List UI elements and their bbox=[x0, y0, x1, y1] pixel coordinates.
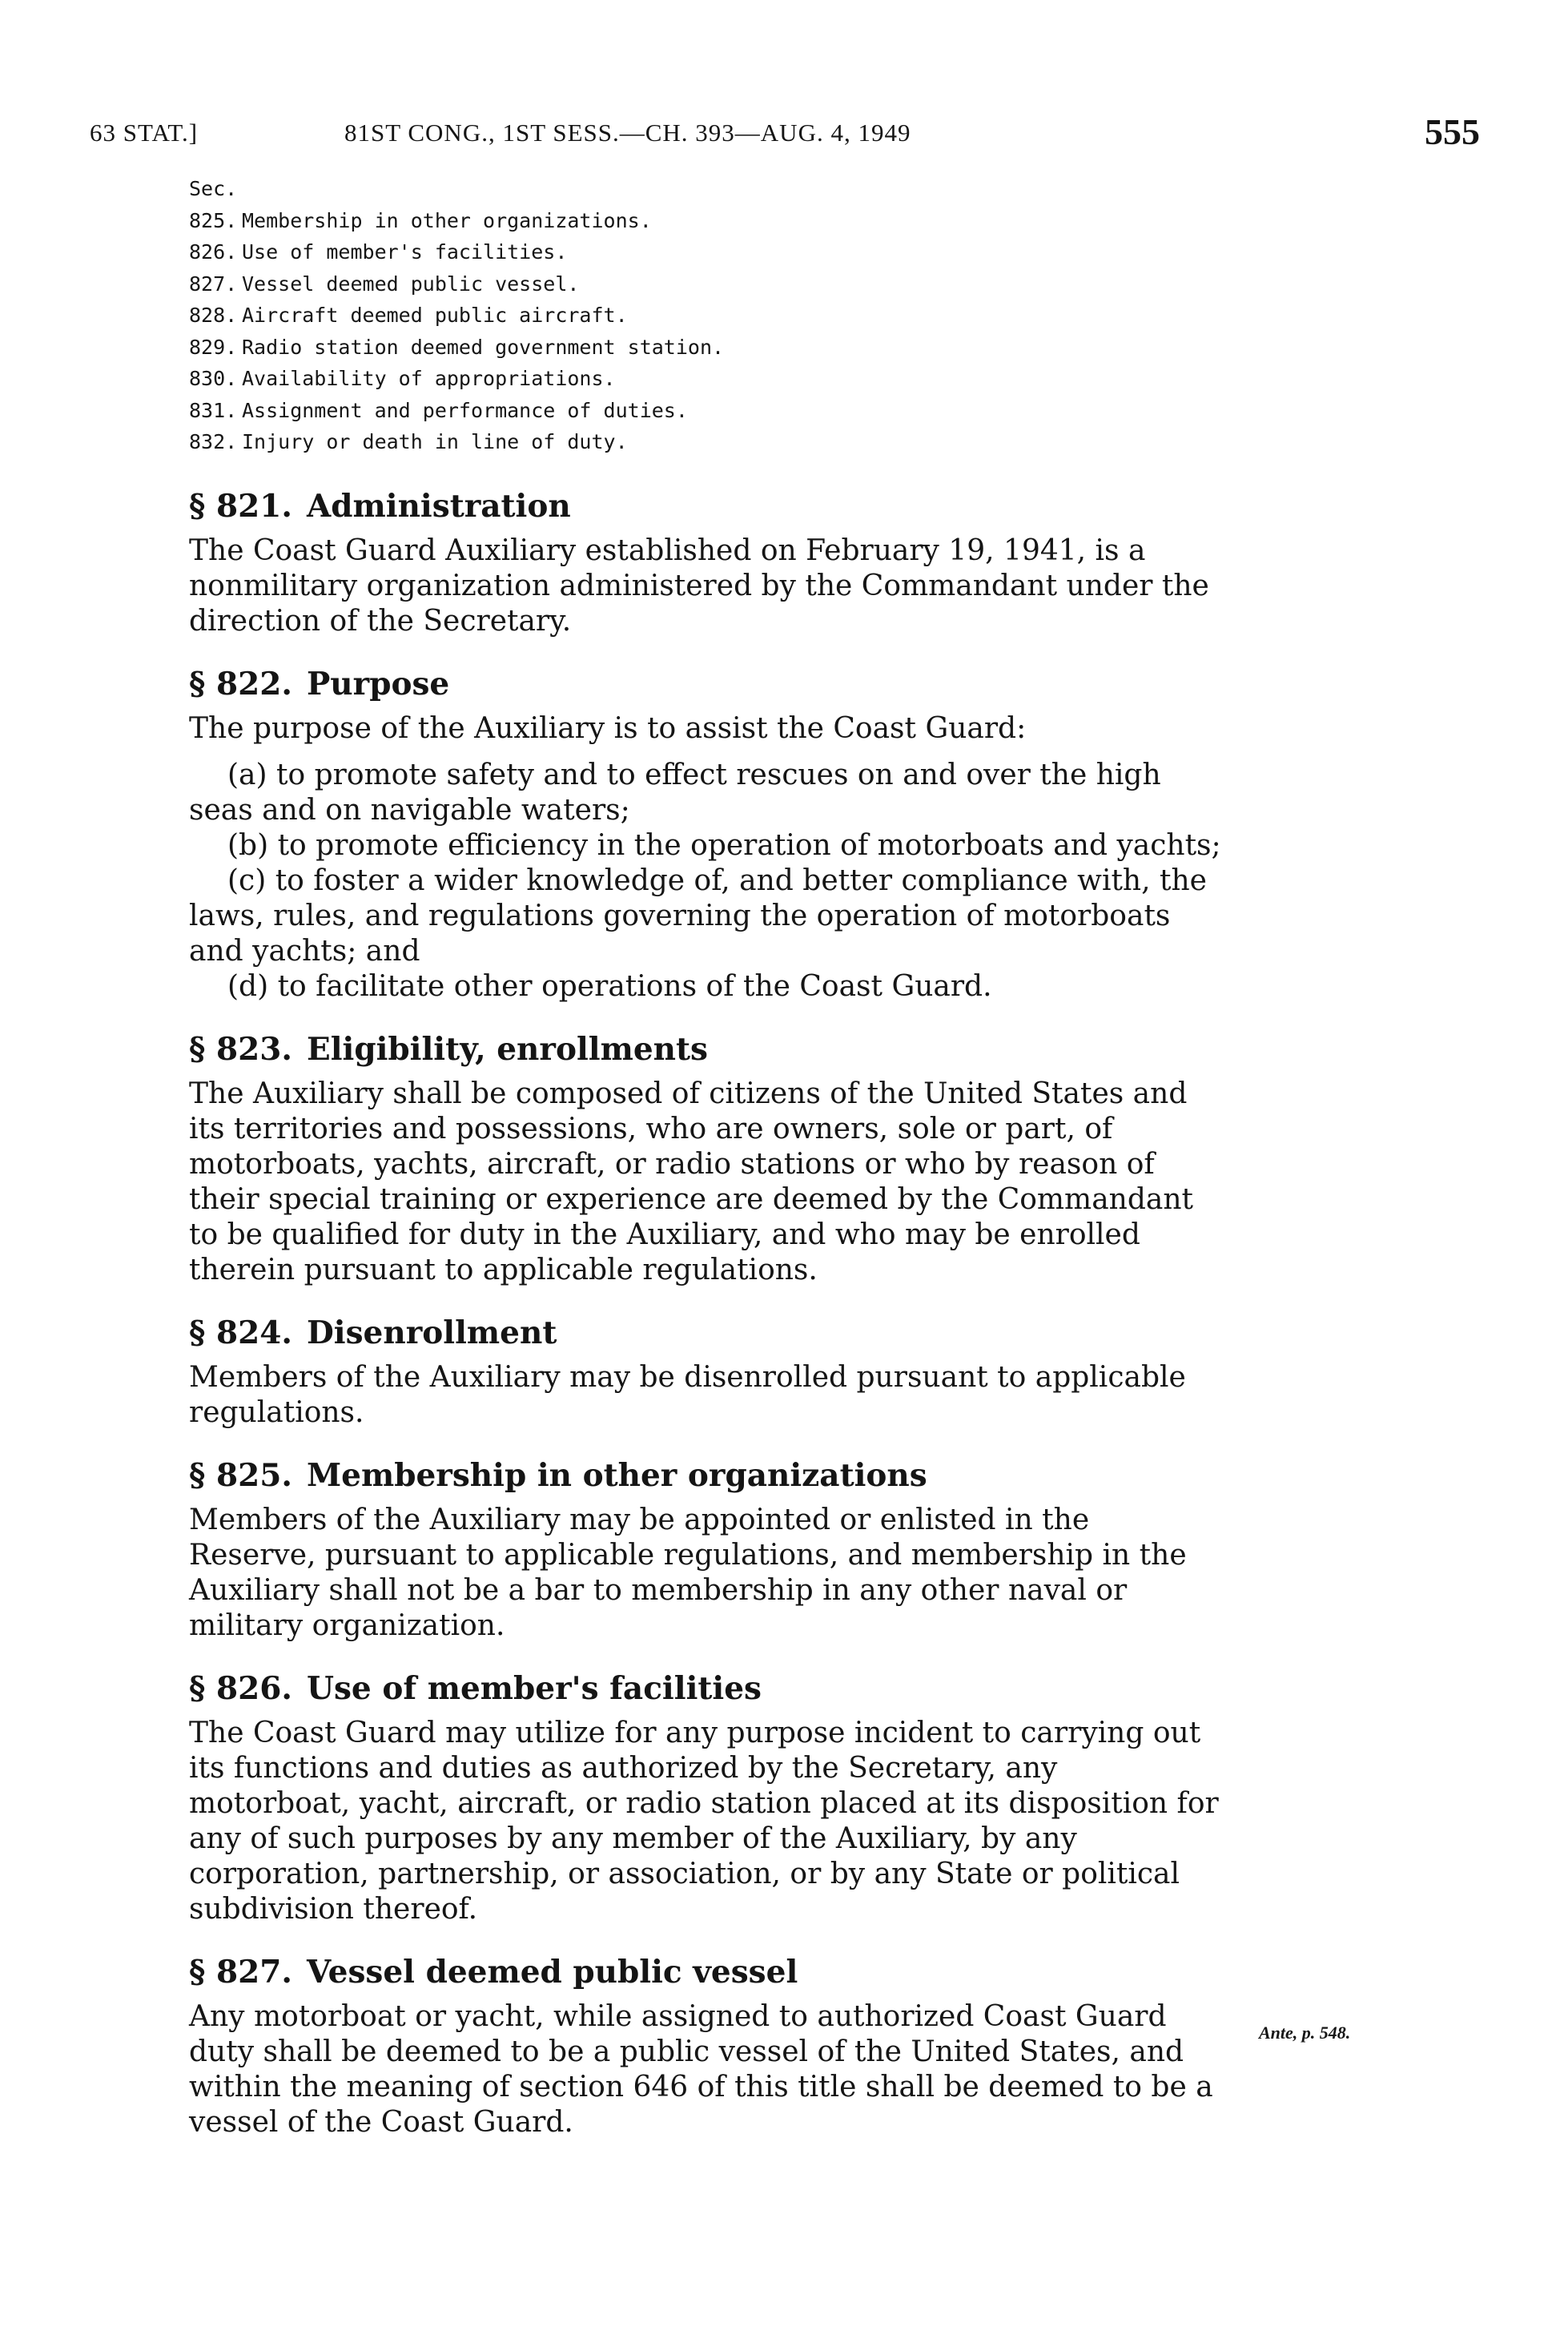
purpose-item-b: (b) to promote efficiency in the operation of motorboats and yachts; bbox=[227, 829, 1221, 862]
section-list-number: 829. bbox=[189, 335, 238, 359]
section-827 bbox=[189, 1951, 1222, 2140]
section-heading bbox=[189, 1951, 1222, 1993]
margin-citation: Ante, p. 548. bbox=[1259, 2023, 1351, 2043]
section-list-item bbox=[189, 268, 1070, 300]
section-list-item bbox=[189, 395, 1070, 427]
section-title: Membership in other organizations bbox=[306, 1457, 927, 1494]
section-heading bbox=[189, 485, 1222, 527]
section-list-number: 828. bbox=[189, 304, 238, 327]
section-list-number: 830. bbox=[189, 367, 238, 390]
section-list-number: 826. bbox=[189, 240, 238, 264]
section-list-item bbox=[189, 332, 1070, 364]
section-symbol: § 823. bbox=[189, 1031, 292, 1068]
section-text: Members of the Auxiliary may be appointed or enlisted in the Reserve, pursuant to applicable regulations, and membership in the Auxiliary shall not be a bar to membership in any other naval or military organization. bbox=[189, 1504, 1187, 1642]
section-heading bbox=[189, 1312, 1222, 1354]
section-list-number: 827. bbox=[189, 272, 238, 296]
section-list-number: 832. bbox=[189, 430, 238, 453]
section-822 bbox=[189, 663, 1222, 1004]
section-list-title: Aircraft deemed public aircraft. bbox=[242, 304, 628, 327]
section-text: Members of the Auxiliary may be disenrolled pursuant to applicable regulations. bbox=[189, 1361, 1186, 1429]
section-heading bbox=[189, 663, 1222, 705]
running-head bbox=[90, 111, 1480, 159]
section-list-title: Use of member's facilities. bbox=[242, 240, 568, 264]
section-list-title: Assignment and performance of duties. bbox=[242, 398, 688, 422]
statute-volume: 63 STAT.] bbox=[90, 119, 199, 147]
purpose-item-c: (c) to foster a wider knowledge of, and better compliance with, the laws, rules, and regulations governing the operation of motorboats and yachts; and bbox=[189, 864, 1207, 968]
section-heading bbox=[189, 1668, 1222, 1709]
section-list bbox=[189, 173, 1070, 458]
statute-body bbox=[189, 485, 1222, 2140]
section-title: Eligibility, enrollments bbox=[306, 1031, 708, 1068]
section-text: The Auxiliary shall be composed of citizens of the United States and its territories and possessions, who are owners, sole or part, of motorboats, yachts, aircraft, or radio stations or who by reason of their special training or experience are deemed by the Commandant to be qualified for duty in the Auxiliary, and who may be enrolled therein pursuant to applicable regulations. bbox=[189, 1077, 1194, 1286]
section-list-item bbox=[189, 236, 1070, 268]
section-825 bbox=[189, 1455, 1222, 1644]
section-list-label: Sec. bbox=[189, 177, 238, 200]
section-list-number: 831. bbox=[189, 398, 238, 422]
section-list-title: Availability of appropriations. bbox=[242, 367, 616, 390]
section-text: Any motorboat or yacht, while assigned to authorized Coast Guard duty shall be deemed to be a public vessel of the United States, and within the meaning of section 646 of this title shall be deemed to be a vessel of the Coast Guard. bbox=[189, 2000, 1213, 2139]
section-list-title: Injury or death in line of duty. bbox=[242, 430, 628, 453]
section-heading bbox=[189, 1455, 1222, 1496]
section-list-number: 825. bbox=[189, 208, 238, 232]
section-list-item bbox=[189, 300, 1070, 332]
section-symbol: § 821. bbox=[189, 488, 292, 525]
section-823 bbox=[189, 1029, 1222, 1288]
session-citation: 81ST CONG., 1ST SESS.—CH. 393—AUG. 4, 1949 bbox=[344, 119, 911, 147]
section-list-item bbox=[189, 426, 1070, 458]
section-title: Purpose bbox=[306, 666, 450, 702]
section-title: Vessel deemed public vessel bbox=[306, 1954, 798, 1991]
section-list-item bbox=[189, 363, 1070, 395]
section-intro: The purpose of the Auxiliary is to assist the Coast Guard: bbox=[189, 712, 1027, 745]
section-title: Disenrollment bbox=[306, 1314, 557, 1351]
section-list-title: Membership in other organizations. bbox=[242, 208, 652, 232]
section-title: Administration bbox=[306, 488, 571, 525]
section-list-item bbox=[189, 205, 1070, 237]
section-symbol: § 825. bbox=[189, 1457, 292, 1494]
section-826 bbox=[189, 1668, 1222, 1927]
section-heading bbox=[189, 1029, 1222, 1070]
section-title: Use of member's facilities bbox=[306, 1670, 762, 1707]
section-list-title: Radio station deemed government station. bbox=[242, 335, 725, 359]
section-symbol: § 822. bbox=[189, 666, 292, 702]
section-821 bbox=[189, 485, 1222, 639]
section-symbol: § 827. bbox=[189, 1954, 292, 1991]
section-symbol: § 824. bbox=[189, 1314, 292, 1351]
section-824 bbox=[189, 1312, 1222, 1431]
section-text: The Coast Guard may utilize for any purpose incident to carrying out its functions and duties as authorized by the Secretary, any motorboat, yacht, aircraft, or radio station placed at its disposition for any of such purposes by any member of the Auxiliary, by any corporation, partnership, or association, or by any State or political subdivision thereof. bbox=[189, 1717, 1219, 1926]
purpose-item-a: (a) to promote safety and to effect rescues on and over the high seas and on navigable waters; bbox=[189, 759, 1161, 827]
section-text: The Coast Guard Auxiliary established on February 19, 1941, is a nonmilitary organization administered by the Commandant under the direction of the Secretary. bbox=[189, 534, 1209, 638]
page-number: 555 bbox=[1425, 111, 1480, 152]
section-list-title: Vessel deemed public vessel. bbox=[242, 272, 580, 296]
section-symbol: § 826. bbox=[189, 1670, 292, 1707]
purpose-item-d: (d) to facilitate other operations of the Coast Guard. bbox=[227, 970, 992, 1003]
